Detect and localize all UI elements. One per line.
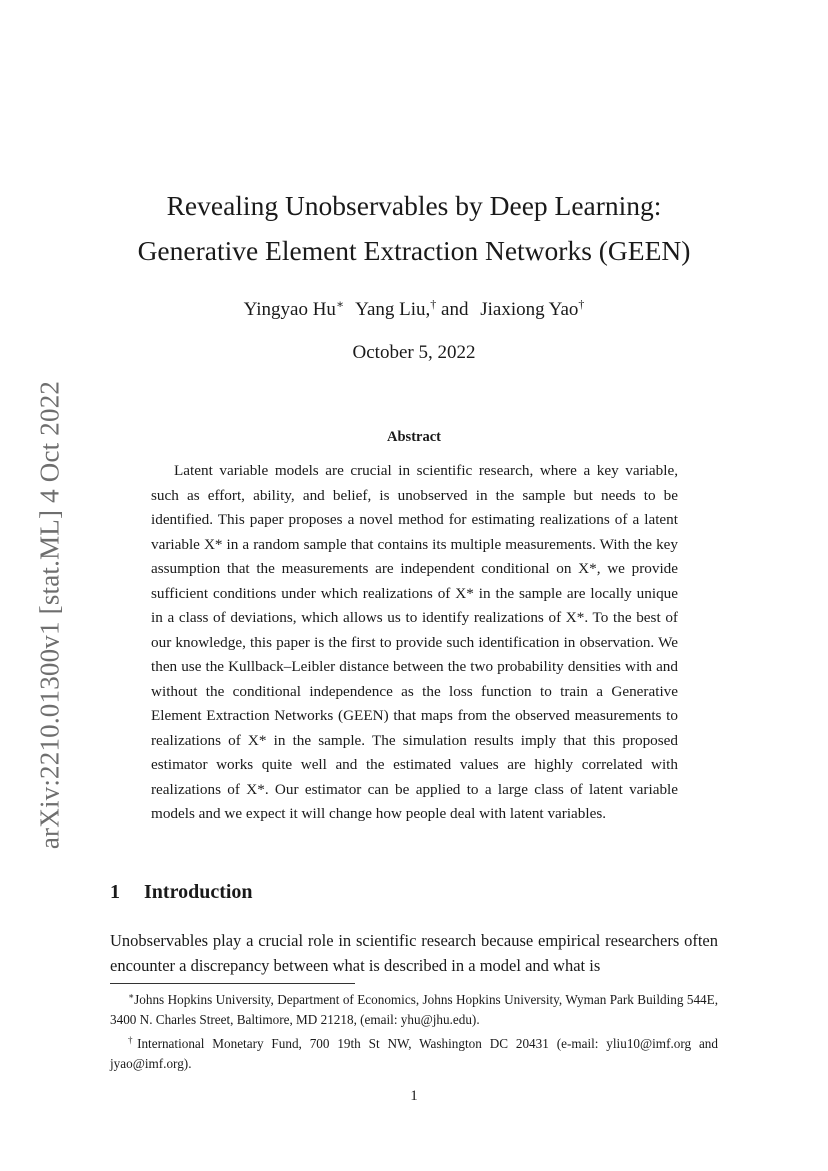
authors-conjunction: and — [441, 299, 469, 320]
section-title: Introduction — [144, 881, 253, 903]
abstract-body: Latent variable models are crucial in scientific research, where a key variable, such as effort, ability, and belief, is unobserved in the sample but needs to be identified. This paper proposes a novel method for estimating realizations of a latent variable X* in a random sample that contains its multiple measurements. With the key assumption that the measurements are independent conditional on X*, we provide sufficient conditions under which realizations of X* in the sample are locally unique in a class of deviations, which allows us to identify realizations of X*. To the best of our knowledge, this paper is the first to provide such identification in observation. We then use the Kullback–Leibler distance between the two probability densities with and without the conditional independence as the loss function to train a Generative Element Extraction Networks (GEEN) that maps from the observed measurements to realizations of X* in the sample. The simulation results imply that this proposed estimator works quite well and the estimated values are highly correlated with realizations of X*. Our estimator can be applied to a large class of latent variable models and we expect it will change how people deal with latent variables. — [151, 462, 678, 822]
author-name: Yingyao Hu — [243, 299, 336, 320]
page-number: 1 — [410, 1088, 418, 1104]
section-heading — [110, 881, 253, 904]
footnote-text: Johns Hopkins University, Department of Economics, Johns Hopkins University, Wyman Park Building 544E, 3400 N. Charles Street, Baltimore, MD 21218, (email: yhu@jhu.edu). — [110, 992, 718, 1027]
footnote-separator — [110, 983, 355, 984]
abstract-heading: Abstract — [387, 429, 441, 445]
publication-date: October 5, 2022 — [352, 342, 476, 363]
paper-title-line-1: Revealing Unobservables by Deep Learning: — [166, 190, 662, 221]
arxiv-identifier-stamp: arXiv:2210.01300v1 [stat.ML] 4 Oct 2022 — [34, 380, 65, 850]
author-list — [0, 297, 828, 321]
author-name: Yang Liu, — [355, 299, 431, 320]
introduction-paragraph: Unobservables play a crucial role in scientific research because empirical researchers often encounter a discrepancy between what is described in a model and what is — [110, 931, 718, 975]
footnote — [110, 986, 718, 1030]
author-footnote-mark: ∗ — [335, 297, 345, 311]
footnote-mark: † — [128, 1035, 138, 1045]
paper-title-line-2: Generative Element Extraction Networks (GEEN) — [137, 235, 691, 266]
section-number: 1 — [110, 881, 120, 903]
footnote — [110, 1030, 718, 1074]
author-name: Jiaxiong Yao — [480, 299, 579, 320]
author-footnote-mark: † — [430, 297, 437, 311]
footnotes — [110, 986, 718, 1074]
footnote-mark: ∗ — [128, 991, 135, 1001]
author-footnote-mark: † — [578, 297, 585, 311]
footnote-text: International Monetary Fund, 700 19th St NW, Washington DC 20431 (e-mail: yliu10@imf.org and jyao@imf.org). — [110, 1036, 718, 1071]
